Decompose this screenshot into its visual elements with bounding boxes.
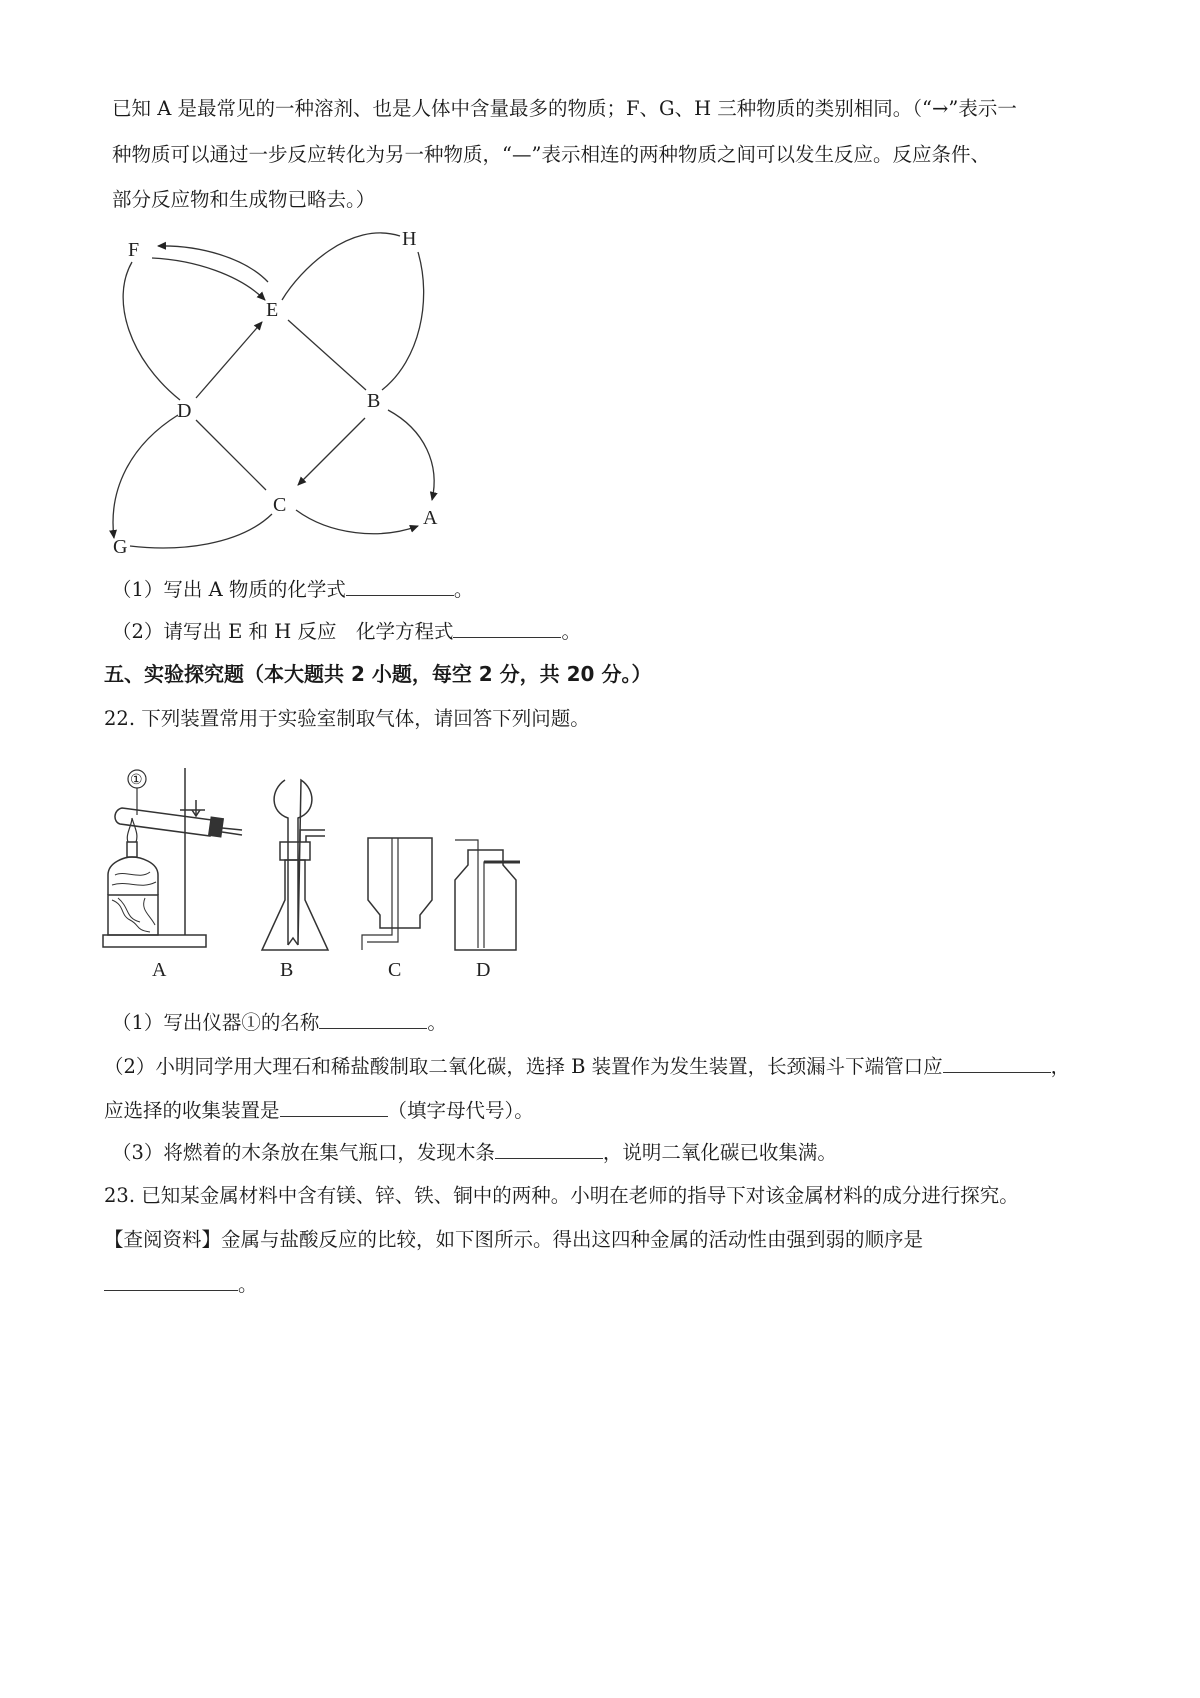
node-f: F bbox=[128, 239, 140, 261]
edge-d-c bbox=[196, 420, 266, 490]
node-c: C bbox=[273, 494, 287, 516]
relationship-diagram bbox=[100, 225, 500, 565]
label-a: A bbox=[152, 959, 167, 981]
thistle-funnel bbox=[274, 780, 312, 945]
label-d: D bbox=[476, 959, 491, 981]
edge-b-e bbox=[288, 320, 366, 390]
q21-sub1: （1）写出 A 物质的化学式 。 bbox=[112, 578, 474, 601]
q22-stem: 22. 下列装置常用于实验室制取气体，请回答下列问题。 bbox=[104, 707, 590, 730]
node-d: D bbox=[177, 400, 192, 422]
edge-c-g bbox=[130, 514, 272, 548]
node-a: A bbox=[423, 507, 438, 529]
apparatus-figure bbox=[95, 760, 535, 985]
q22-sub2-line2: 应选择的收集装置是 （填字母代号）。 bbox=[104, 1099, 534, 1122]
edge-d-to-g bbox=[113, 415, 178, 538]
edge-b-to-c bbox=[298, 418, 365, 485]
answer-blank[interactable] bbox=[280, 1098, 388, 1117]
gas-bottle-c bbox=[368, 838, 432, 928]
conical-flask bbox=[262, 860, 328, 950]
intro-line-3: 部分反应物和生成物已略去。） bbox=[112, 188, 376, 211]
node-e: E bbox=[266, 299, 279, 321]
edge-b-to-a bbox=[388, 410, 434, 500]
edge-f-d bbox=[123, 262, 180, 400]
test-tube bbox=[115, 808, 212, 836]
q23-stem: 23. 已知某金属材料中含有镁、锌、铁、铜中的两种。小明在老师的指导下对该金属材料的成分进行探究。 bbox=[104, 1184, 1019, 1207]
label-c: C bbox=[388, 959, 402, 981]
q22-sub3: （3）将燃着的木条放在集气瓶口，发现木条 ，说明二氧化碳已收集满。 bbox=[112, 1141, 837, 1164]
edge-e-h bbox=[282, 233, 400, 300]
answer-blank[interactable] bbox=[495, 1140, 603, 1159]
label-b: B bbox=[280, 959, 294, 981]
node-b: B bbox=[367, 390, 381, 412]
section-heading: 五、实验探究题（本大题共 2 小题，每空 2 分，共 20 分。） bbox=[104, 662, 652, 686]
wood-block bbox=[108, 895, 158, 935]
answer-blank[interactable] bbox=[319, 1010, 427, 1029]
answer-blank[interactable] bbox=[346, 577, 454, 596]
intro-line-2: 种物质可以通过一步反应转化为另一种物质，“—”表示相连的两种物质之间可以发生反应。反应条件、 bbox=[112, 143, 990, 166]
alcohol-lamp bbox=[108, 857, 158, 895]
edge-c-to-a bbox=[296, 510, 418, 534]
node-g: G bbox=[113, 536, 128, 558]
q23-ref: 【查阅资料】金属与盐酸反应的比较，如下图所示。得出这四种金属的活动性由强到弱的顺序是 bbox=[104, 1228, 924, 1251]
edge-f-to-e bbox=[152, 258, 265, 300]
answer-blank[interactable] bbox=[453, 619, 561, 638]
q21-sub2: （2）请写出 E 和 H 反应 化学方程式 。 bbox=[112, 620, 581, 643]
delivery-tube bbox=[300, 830, 325, 842]
edge-d-to-e bbox=[196, 322, 262, 398]
stand-base bbox=[103, 935, 206, 947]
edge-e-to-f bbox=[158, 246, 268, 282]
apparatus-marker: ① bbox=[130, 773, 143, 788]
q23-answer-line: 。 bbox=[104, 1272, 258, 1297]
answer-blank[interactable] bbox=[104, 1272, 238, 1291]
q22-sub2-line1: （2）小明同学用大理石和稀盐酸制取二氧化碳，选择 B 装置作为发生装置，长颈漏斗下端管口应 ， bbox=[104, 1055, 1071, 1078]
answer-blank[interactable] bbox=[943, 1054, 1051, 1073]
intro-line-1: 已知 A 是最常见的一种溶剂、也是人体中含量最多的物质；F、G、H 三种物质的类别相同。（“→”表示一 bbox=[112, 97, 1017, 120]
q22-sub1: （1）写出仪器①的名称 。 bbox=[112, 1011, 447, 1034]
gas-bottle-d bbox=[455, 850, 516, 950]
node-h: H bbox=[402, 228, 417, 250]
edge-h-b bbox=[382, 252, 424, 390]
